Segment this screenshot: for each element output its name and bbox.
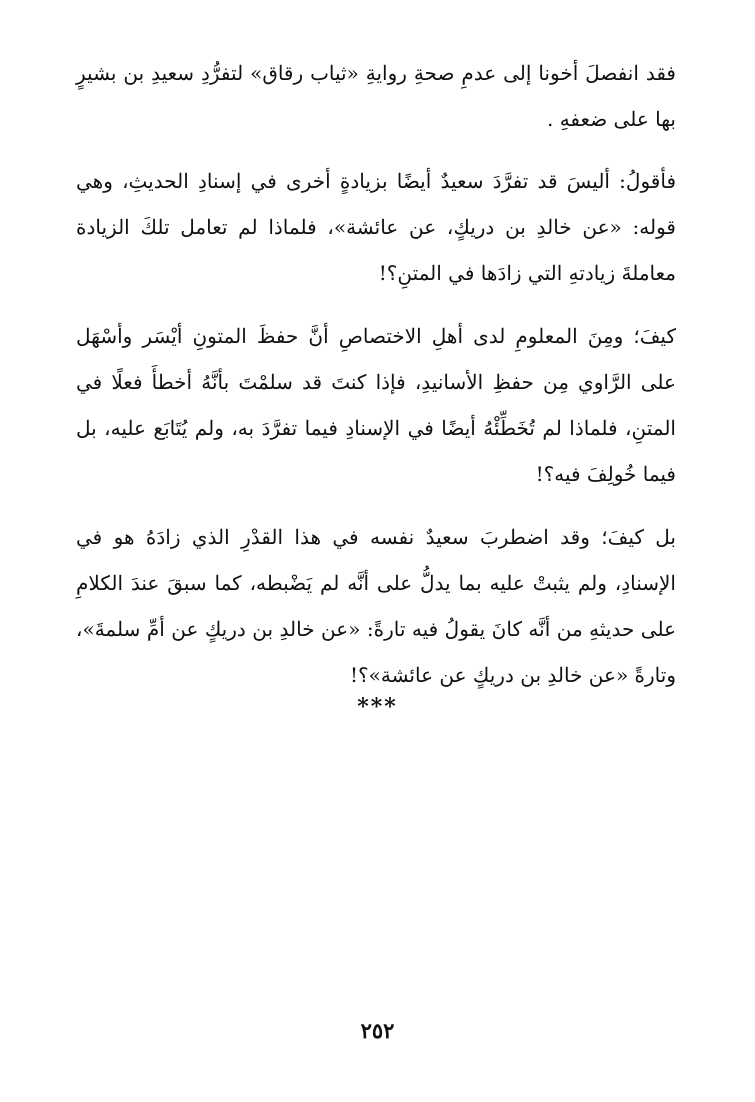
paragraph-2: فأقولُ: أليسَ قد تفرَّدَ سعيدٌ أيضًا بزيادةٍ أخرى في إسنادِ الحديثِ، وهي قوله: «عن خالدِ بن دريكٍ، عن عائشة»، فلماذا لم تعامل تلكَ الزيادة معاملةَ زيادتهِ التي زادَها في المتنِ؟!: [76, 169, 676, 285]
section-separator: ***: [357, 694, 398, 720]
paragraph-3: كيفَ؛ ومِنَ المعلومِ لدى أهلِ الاختصاصِ أنَّ حفظَ المتونِ أيْسَر وأسْهَل على الرَّاوي مِن حفظِ الأسانيدِ، فإذا كنتَ قد سلمْتَ بأنَّهُ أخطأَ فعلًا في المتنِ، فلماذا لم تُخَطِّئْهُ أيضًا في الإسنادِ فيما تفرَّدَ به، ولم يُتَابَع عليه، بل فيما خُولِفَ فيه؟!: [76, 324, 676, 486]
paragraph-1: فقد انفصلَ أخونا إلى عدمِ صحةِ روايةِ «ثياب رقاق» لتفرُّدِ سعيدِ بن بشيرٍ بها على ضعفهِ .: [76, 61, 676, 131]
page-number: ٢٥٢: [360, 1018, 395, 1043]
paragraph-4: بل كيفَ؛ وقد اضطربَ سعيدٌ نفسه في هذا القدْرِ الذي زادَهُ هو في الإسنادِ، ولم يثبتْ عليه بما يدلُّ على أنَّه لم يَضْبطه، كما سبقَ عندَ الكلامِ على حديثهِ من أنَّه كانَ يقولُ فيه تارةً: «عن خالدِ بن دريكٍ عن أمِّ سلمةَ»، وتارةً «عن خالدِ بن دريكٍ عن عائشة»؟!: [76, 525, 676, 687]
